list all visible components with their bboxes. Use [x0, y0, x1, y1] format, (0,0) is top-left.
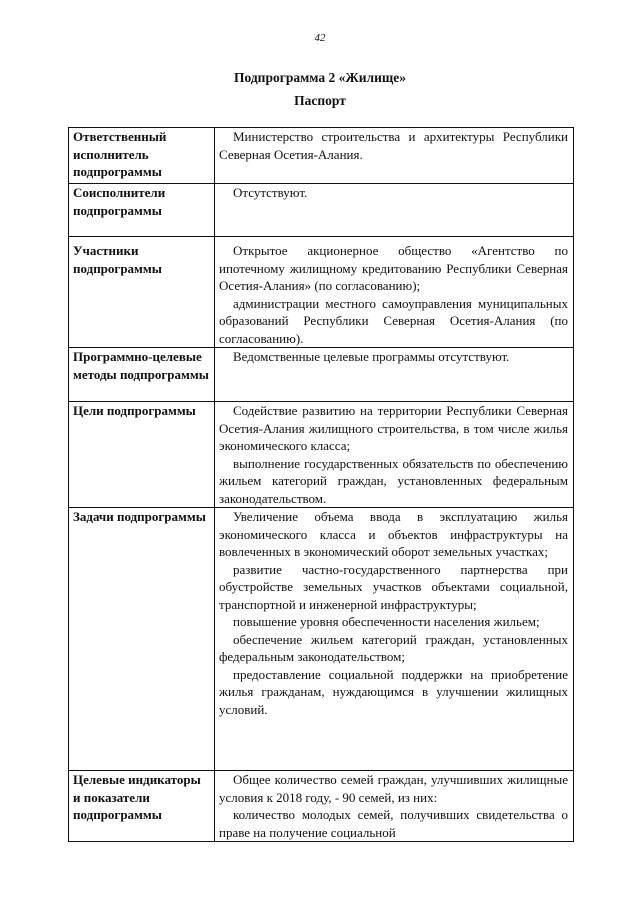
- content-paragraph: Увеличение объема ввода в эксплуатацию жилья экономического класса и объектов инфраструктуры на вовлеченных в экономический оборот земельных участках;: [219, 509, 568, 559]
- row-label: Целевые индикаторы и показатели подпрограммы: [69, 771, 215, 842]
- row-content: [215, 348, 574, 402]
- content-paragraph: Министерство строительства и архитектуры Республики Северная Осетия-Алания.: [219, 129, 568, 162]
- subprogram-title: Подпрограмма 2 «Жилище»: [233, 70, 407, 85]
- row-label: Соисполнители подпрограммы: [69, 184, 215, 237]
- content-paragraph: предоставление социальной поддержки на приобретение жилья гражданам, нуждающимся в улучшении жилищных условий.: [219, 666, 568, 717]
- row-label: Цели подпрограммы: [69, 402, 215, 508]
- row-label: Программно-целевые методы подпрограммы: [69, 348, 215, 402]
- passport-heading: Паспорт: [294, 93, 346, 108]
- content-paragraph: Общее количество семей граждан, улучшивших жилищные условия к 2018 году, - 90 семей, из них:: [219, 772, 568, 805]
- row-label: Задачи подпрограммы: [69, 508, 215, 771]
- row-label: Ответственный исполнитель подпрограммы: [69, 128, 215, 184]
- table-row: [69, 128, 574, 184]
- content-paragraph: обеспечение жильем категорий граждан, установленных федеральным законодательством;: [219, 631, 568, 664]
- row-label: [69, 237, 215, 348]
- content-paragraph: Содействие развитию на территории Республики Северная Осетия-Алания жилищного строительства, в том числе жилья экономического класса;: [219, 403, 568, 453]
- content-paragraph: Открытое акционерное общество «Агентство по ипотечному жилищному кредитованию Республики Северная Осетия-Алания» (по согласованию);: [219, 243, 568, 293]
- page-number: 42: [314, 32, 326, 44]
- content-paragraph: повышение уровня обеспеченности населения жильем;: [233, 614, 540, 629]
- table-row: [69, 402, 574, 508]
- table-row: [69, 771, 574, 842]
- table-row: [69, 237, 574, 348]
- content-paragraph: администрации местного самоуправления муниципальных образований Республики Северная Осетия-Алания (по согласованию).: [219, 295, 568, 346]
- content-paragraph: развитие частно-государственного партнерства при обустройстве земельных участков объектами социальной, транспортной и инженерной инфраструктуры;: [219, 561, 568, 612]
- content-paragraph: Ведомственные целевые программы отсутствуют.: [233, 349, 510, 364]
- row-content: [215, 508, 574, 771]
- content-paragraph: Отсутствуют.: [233, 185, 308, 200]
- row-content: [215, 771, 574, 842]
- row-content: [215, 402, 574, 508]
- table-row: [69, 508, 574, 771]
- passport-table: [68, 127, 574, 842]
- table-row: [69, 348, 574, 402]
- table-row: [69, 184, 574, 237]
- row-content: [215, 184, 574, 237]
- row-label-text: Участники подпрограммы: [73, 243, 162, 276]
- content-paragraph: выполнение государственных обязательств по обеспечению жильем категорий граждан, установленных федеральным законодательством.: [219, 455, 568, 506]
- content-paragraph: количество молодых семей, получивших свидетельства о праве на получение социальной: [219, 807, 568, 840]
- row-content: [215, 128, 574, 184]
- row-content: [215, 237, 574, 348]
